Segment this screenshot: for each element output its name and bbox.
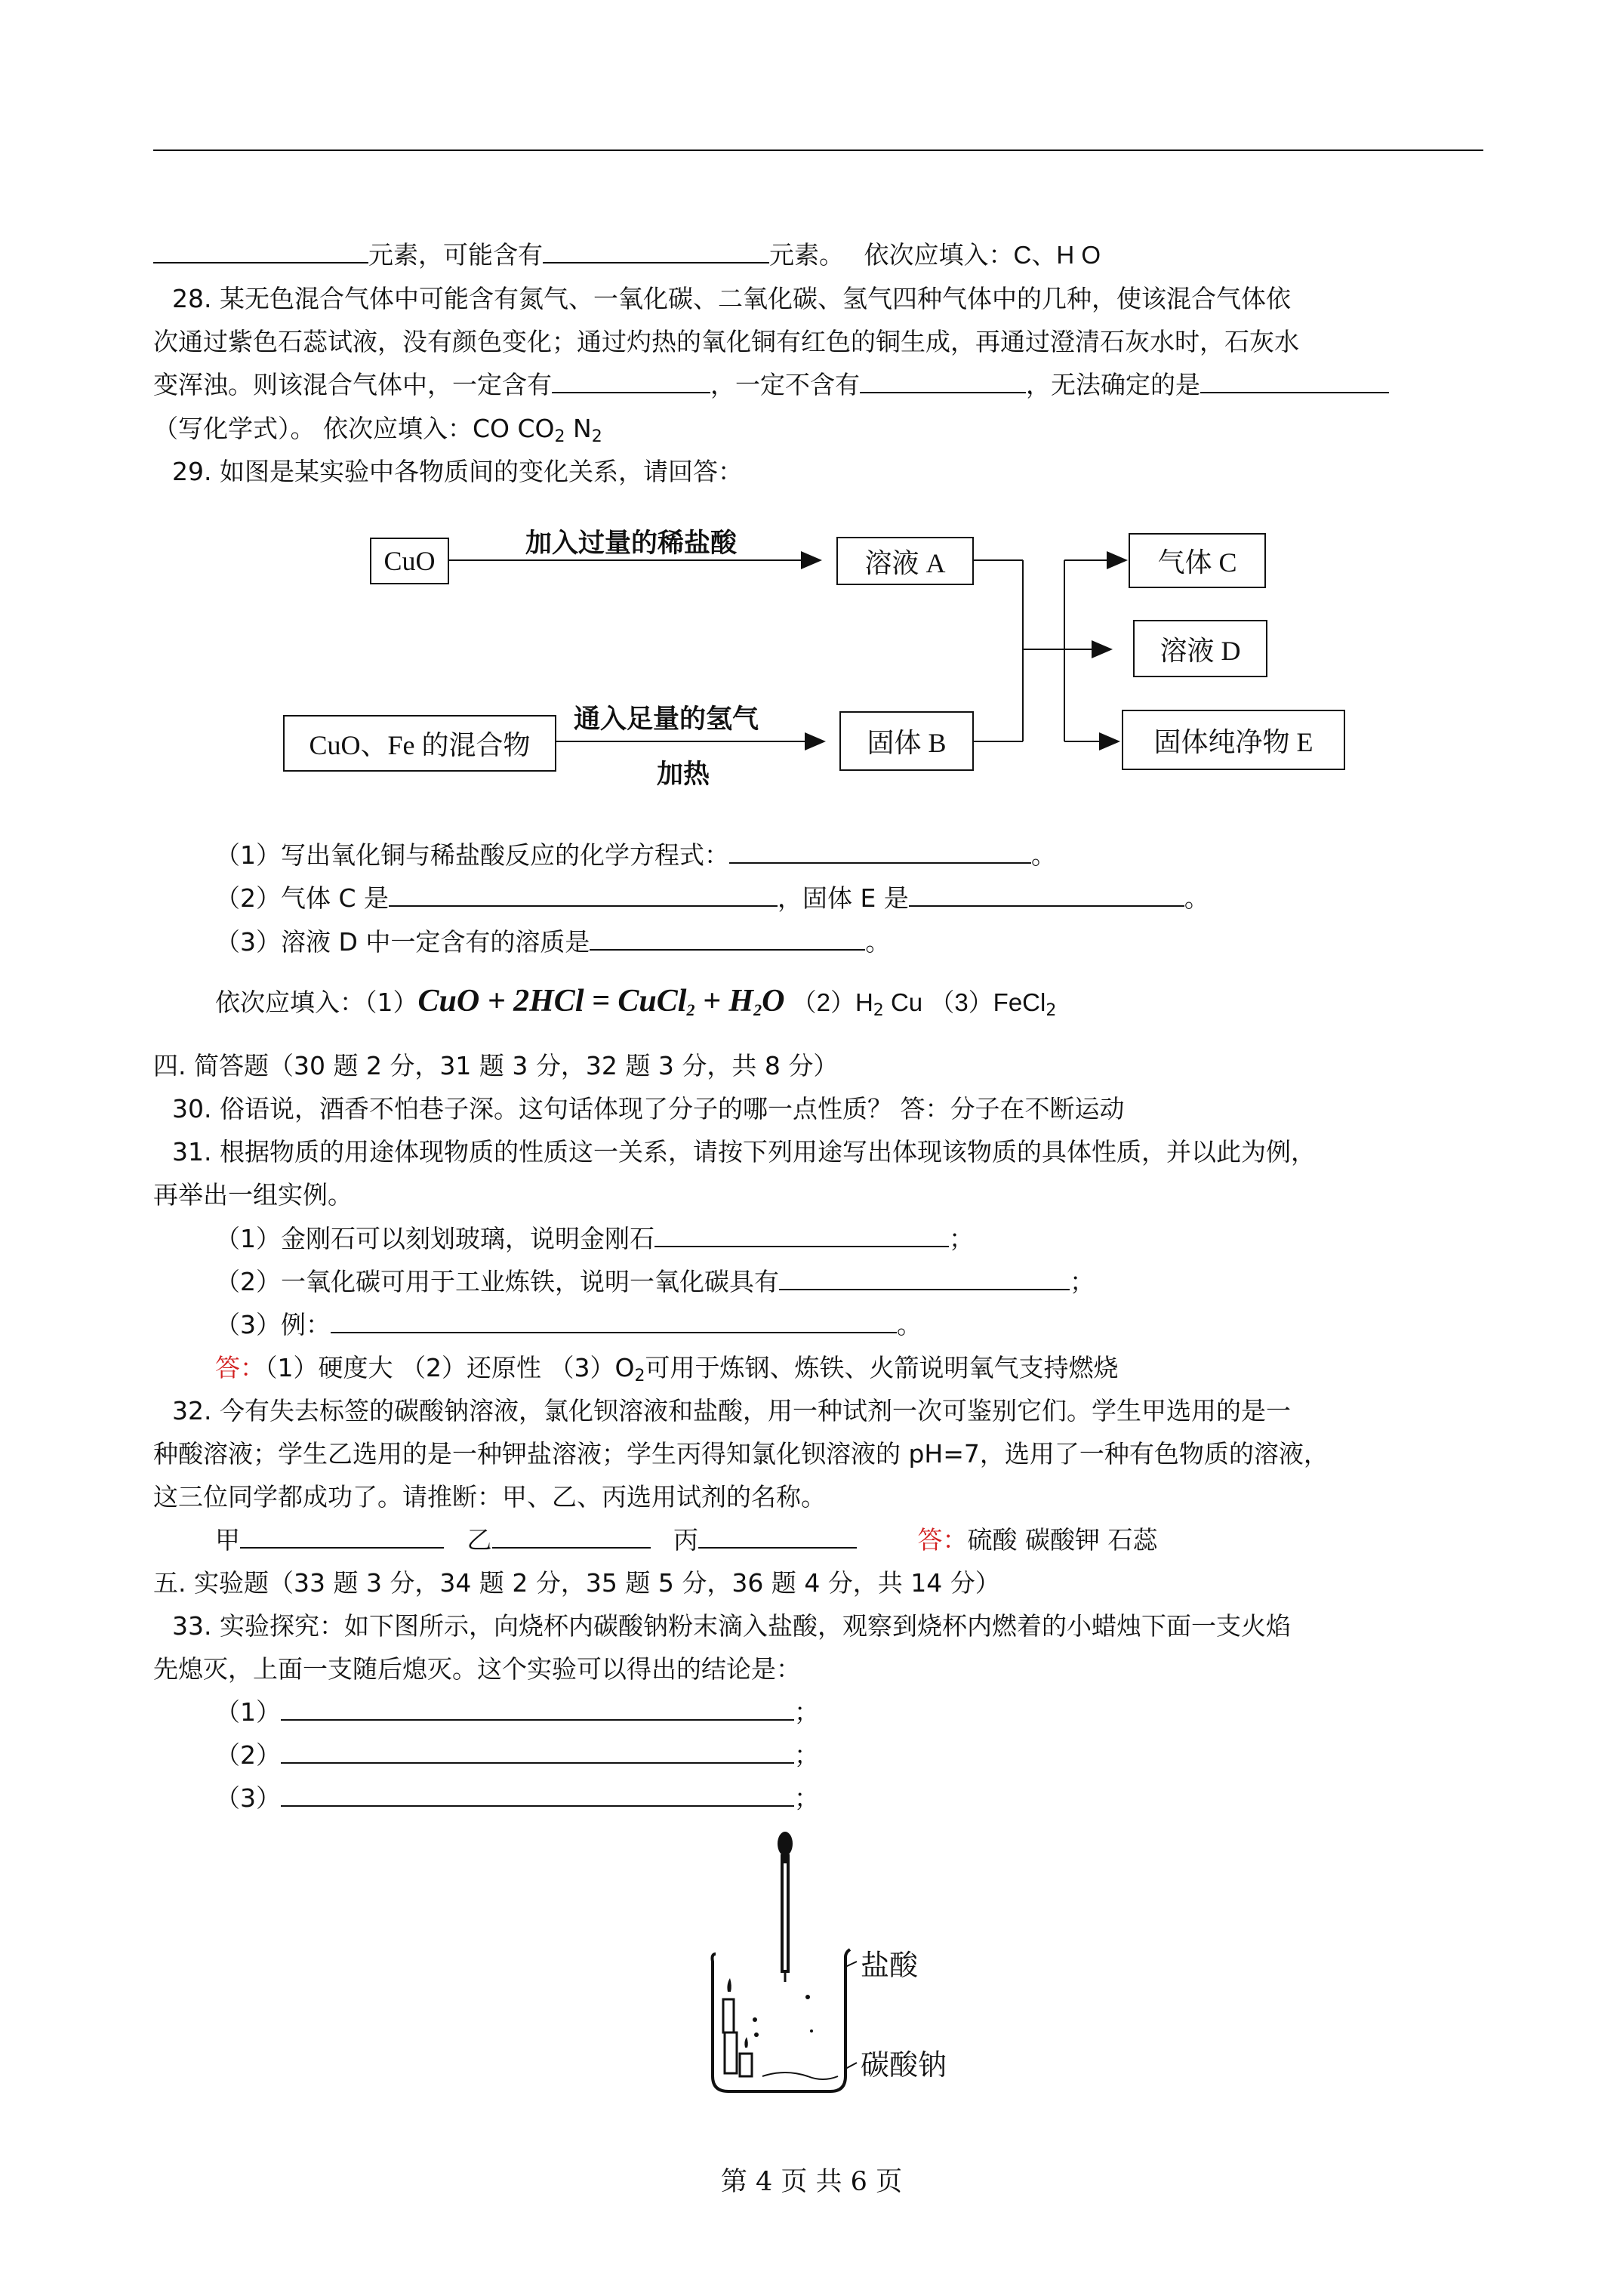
- q31-sub3: （3）例： 。: [215, 1310, 922, 1339]
- q30: 30. 俗语说，酒香不怕巷子深。这句话体现了分子的哪一点性质？ 答：分子在不断运动: [172, 1094, 1125, 1123]
- q29-sub3: （3）溶液 D 中一定含有的溶质是 。: [215, 927, 891, 957]
- q32-line1: 32. 今有失去标签的碳酸钠溶液，氯化钡溶液和盐酸，用一种试剂一次可鉴别它们。学生甲选用的是一: [172, 1396, 1291, 1425]
- q29-answer: 依次应填入：（1）CuO + 2HCl = CuCl$_2$ + $H_2O$ $(2)H_2$ Cu （3）FeCl$_2$: [215, 984, 1057, 1020]
- q28-line3: 变浑浊。则该混合气体中，一定含有 ，一定不含有 ，无法确定的是: [153, 364, 1489, 406]
- q32-line2: 种酸溶液；学生乙选用的是一种钾盐溶液；学生丙得知氯化钡溶液的 pH=7，选用了一种有色物质的溶液，: [153, 1439, 1329, 1469]
- q33-line1: 33. 实验探究：如下图所示，向烧杯内碳酸钠粉末滴入盐酸，观察到烧杯内燃着的小蜡烛下面一支火焰: [172, 1611, 1291, 1641]
- label-hcl: 盐酸: [861, 1949, 919, 1982]
- arrow2-label-bottom: 加热: [657, 759, 710, 790]
- q28-line2: 次通过紫色石蕊试液，没有颜色变化；通过灼热的氧化铜有红色的铜生成，再通过澄清石灰水时，石灰水: [153, 327, 1299, 356]
- arrow1-label: 加入过量的稀盐酸: [525, 528, 738, 559]
- q32-line3: 这三位同学都成功了。请推断：甲、乙、丙选用试剂的名称。: [153, 1482, 826, 1512]
- q33-item2: （2） ；: [215, 1740, 819, 1770]
- dropper-bulb: [778, 1832, 793, 1856]
- label-na2co3: 碳酸钠: [861, 2048, 947, 2082]
- section5-heading: 五. 实验题（33 题 3 分，34 题 2 分，35 题 5 分，36 题 4 分，共 14 分）: [153, 1568, 1000, 1598]
- page-footer: 第 4 页 共 6 页: [720, 2167, 903, 2197]
- q27-tail: 元素，可能含有 元素。 依次应填入：C、H O: [153, 234, 1489, 276]
- q29-sub1: （1）写出氧化铜与稀盐酸反应的化学方程式： 。: [215, 840, 1056, 870]
- candle-tall: [725, 2032, 737, 2073]
- box-solution-a: 溶液 A: [836, 537, 974, 585]
- box-gas-c: 气体 C: [1129, 533, 1266, 588]
- flame-top: [727, 1978, 731, 1992]
- section4-heading: 四. 简答题（30 题 2 分，31 题 3 分，32 题 3 分，共 8 分）: [153, 1051, 839, 1080]
- q31-sub1: （1）金刚石可以刻划玻璃，说明金刚石 ；: [215, 1224, 974, 1253]
- q33-line2: 先熄灭，上面一支随后熄灭。这个实验可以得出的结论是：: [153, 1654, 801, 1684]
- box-cuo: CuO: [370, 538, 449, 584]
- q28-line1: 28. 某无色混合气体中可能含有氮气、一氧化碳、二氧化碳、氢气四种气体中的几种，使该混合气体依: [172, 284, 1291, 313]
- q29-diagram-arrows: [0, 0, 1623, 831]
- q29-sub2: （2）气体 C 是 ，固体 E 是 。: [215, 883, 1209, 913]
- q33-item1: （1） ；: [215, 1697, 819, 1727]
- q31-line2: 再举出一组实例。: [153, 1180, 353, 1210]
- box-solution-d: 溶液 D: [1133, 620, 1267, 677]
- box-mixture: CuO、Fe 的混合物: [283, 715, 556, 772]
- q33-item3: （3） ；: [215, 1783, 819, 1813]
- q29-intro: 29. 如图是某实验中各物质间的变化关系，请回答：: [172, 457, 743, 486]
- arrow2-label-top: 通入足量的氢气: [574, 704, 759, 735]
- q28-line4: （写化学式）。 依次应填入：CO $CO_2$ $N_2$: [153, 414, 602, 446]
- dropper-tube: [782, 1862, 788, 1971]
- q31-answer: 答：（1）硬度大 （2）还原性 $(3)O_2$可用于炼钢、炼铁、火箭说明氧气支持燃烧: [215, 1353, 1119, 1385]
- q31-line1: 31. 根据物质的用途体现物质的性质这一关系，请按下列用途写出体现该物质的具体性质，并以此为例，: [172, 1137, 1316, 1166]
- q32-blanks: 甲 乙 丙 答：硫酸 碳酸钾 石蕊: [215, 1525, 1158, 1555]
- box-solid-e: 固体纯净物 E: [1122, 710, 1345, 770]
- box-solid-b: 固体 B: [839, 711, 974, 771]
- candle-short: [740, 2054, 752, 2076]
- q31-sub2: （2）一氧化碳可用于工业炼铁，说明一氧化碳具有 ；: [215, 1267, 1095, 1296]
